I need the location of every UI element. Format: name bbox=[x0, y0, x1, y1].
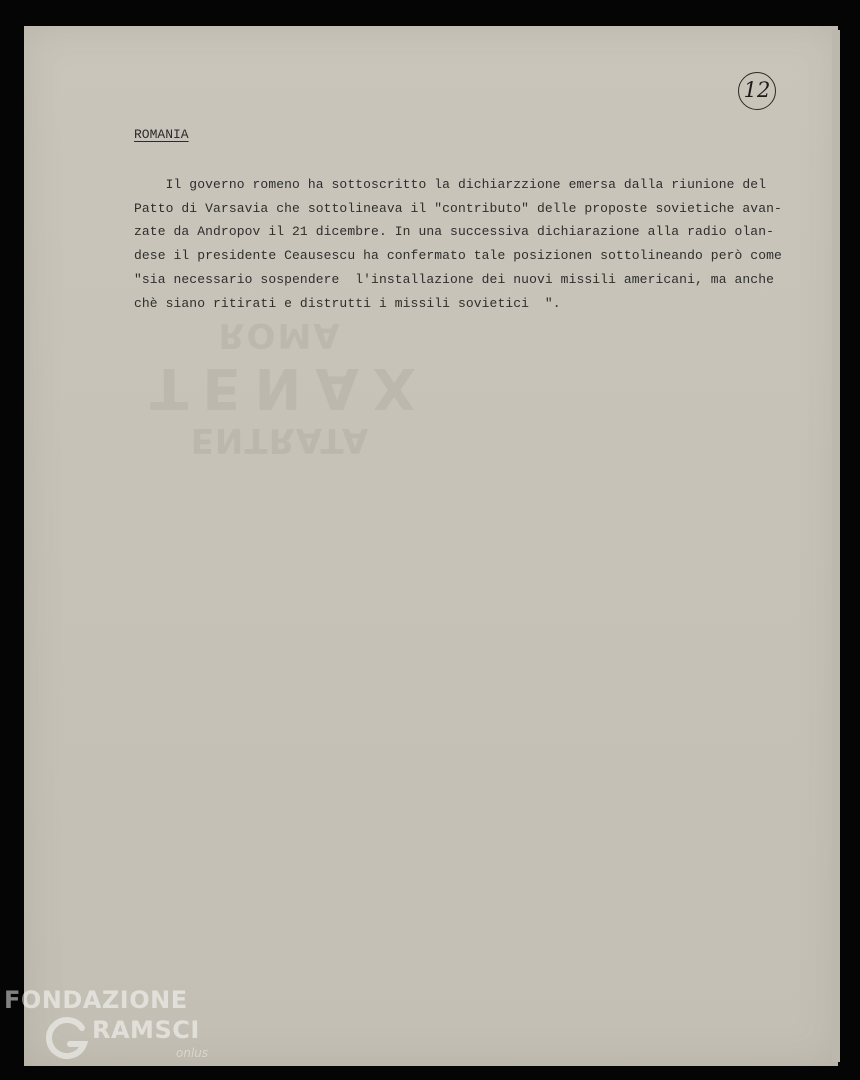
text-line: zate da Andropov il 21 dicembre. In una successiva dichiarazione alla radio olan- bbox=[134, 224, 775, 240]
g-logo-icon bbox=[42, 1014, 92, 1064]
text-line: Patto di Varsavia che sottolineava il "contributo" delle proposte sovietiche avan- bbox=[134, 200, 782, 216]
text-line: dese il presidente Ceausescu ha confermato tale posizionen sottolineando però come bbox=[134, 248, 782, 264]
page-number: 12 bbox=[738, 72, 776, 110]
bleed-through-stamp: ENTRATA TENAX ROMA bbox=[150, 315, 430, 460]
text-line: "sia necessario sospendere l'installazione dei nuovi missili americani, ma anche bbox=[134, 271, 775, 287]
section-heading: ROMANIA bbox=[134, 127, 189, 142]
watermark-line3: onlus bbox=[176, 1046, 209, 1060]
watermark-line2: RAMSCI bbox=[92, 1016, 200, 1044]
text-line: Il governo romeno ha sottoscritto la dichiarzzione emersa dalla riunione del bbox=[134, 177, 767, 192]
text-line: chè siano ritirati e distrutti i missili sovietici ". bbox=[134, 295, 561, 311]
watermark-logo bbox=[4, 986, 219, 1078]
page-edge bbox=[832, 30, 840, 1062]
watermark-line1: FONDAZIONE bbox=[4, 986, 188, 1014]
body-paragraph bbox=[134, 173, 794, 315]
